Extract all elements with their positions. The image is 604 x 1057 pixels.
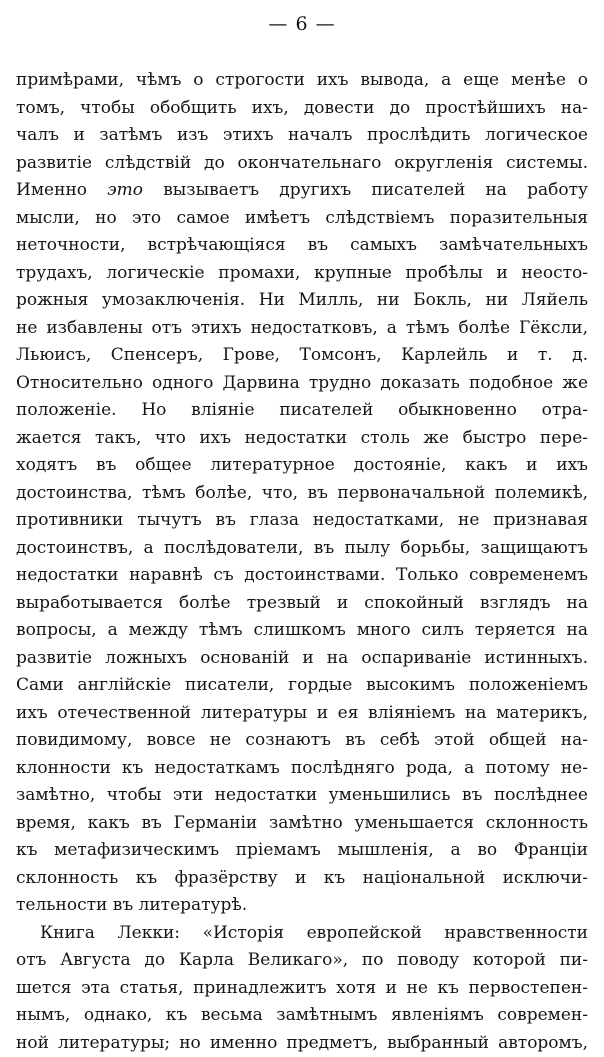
text-line: не избавлены отъ этихъ недостатковъ, а тѣмъ болѣе Гёксли, [16, 315, 588, 343]
text-line: неточности, встрѣчающіяся въ самыхъ замѣчательныхъ [16, 232, 588, 260]
text-line: недостатки наравнѣ съ достоинствами. Только современемъ [16, 562, 588, 590]
text-line: время, какъ въ Германіи замѣтно уменьшается склонность [16, 810, 588, 838]
text-line: выработывается болѣе трезвый и спокойный взглядъ на [16, 590, 588, 618]
text-line: жается такъ, что ихъ недостатки столь же быстро пере- [16, 425, 588, 453]
text-line: вопросы, а между тѣмъ слишкомъ много силъ теряется на [16, 617, 588, 645]
text-line: повидимому, вовсе не сознаютъ въ себѣ этой общей на- [16, 727, 588, 755]
text-line: Сами англійскіе писатели, гордые высокимъ положеніемъ [16, 672, 588, 700]
paragraph-end-line: тельности въ литературѣ. [16, 892, 588, 920]
text-line: отъ Августа до Карла Великаго», по поводу которой пи- [16, 947, 588, 975]
text-line: развитіе слѣдствій до окончательнаго округленія системы. [16, 150, 588, 178]
text-line: положеніе. Но вліяніе писателей обыкновенно отра- [16, 397, 588, 425]
text-line: замѣтно, чтобы эти недостатки уменьшились въ послѣднее [16, 782, 588, 810]
body-text [16, 67, 588, 1057]
text-line: противники тычутъ въ глаза недостатками, не признавая [16, 507, 588, 535]
page-number: — 6 — [0, 12, 604, 36]
text-line: достоинствъ, а послѣдователи, въ пылу борьбы, защищаютъ [16, 535, 588, 563]
text-line: шется эта статья, принадлежитъ хотя и не къ первостепен- [16, 975, 588, 1003]
text-line: Льюисъ, Спенсеръ, Грове, Томсонъ, Карлейль и т. д. [16, 342, 588, 370]
text-line: ной литературы; но именно предметъ, выбранный авторомъ, [16, 1030, 588, 1057]
text-line: примѣрами, чѣмъ о строгости ихъ вывода, а еще менѣе о [16, 67, 588, 95]
text-line: клонности къ недостаткамъ послѣдняго рода, а потому не- [16, 755, 588, 783]
text-line: нымъ, однако, къ весьма замѣтнымъ явленіямъ современ- [16, 1002, 588, 1030]
text-line: ходятъ въ общее литературное достояніе, какъ и ихъ [16, 452, 588, 480]
text-line: развитіе ложныхъ основаній и на оспариваніе истинныхъ. [16, 645, 588, 673]
emphasized-word: это [107, 180, 143, 200]
text-line: мысли, но это самое имѣетъ слѣдствіемъ поразительныя [16, 205, 588, 233]
paragraph-start-line: Книга Лекки: «Исторія европейской нравственности [16, 920, 588, 948]
text-line [16, 177, 588, 205]
text-line: къ метафизическимъ пріемамъ мышленія, а во Франціи [16, 837, 588, 865]
text-run: Именно [16, 180, 107, 200]
text-line: ихъ отечественной литературы и ея вліяніемъ на материкъ, [16, 700, 588, 728]
text-line: трудахъ, логическіе промахи, крупные пробѣлы и неосто- [16, 260, 588, 288]
text-line: чалъ и затѣмъ изъ этихъ началъ прослѣдить логическое [16, 122, 588, 150]
text-run: вызываетъ другихъ писателей на работу [143, 180, 588, 200]
text-line: Относительно одного Дарвина трудно доказать подобное же [16, 370, 588, 398]
text-line: томъ, чтобы обобщить ихъ, довести до простѣйшихъ на- [16, 95, 588, 123]
text-line: достоинства, тѣмъ болѣе, что, въ первоначальной полемикѣ, [16, 480, 588, 508]
text-line: склонность къ фразёрству и къ національной исключи- [16, 865, 588, 893]
text-line: рожныя умозаключенія. Ни Милль, ни Бокль, ни Ляйель [16, 287, 588, 315]
